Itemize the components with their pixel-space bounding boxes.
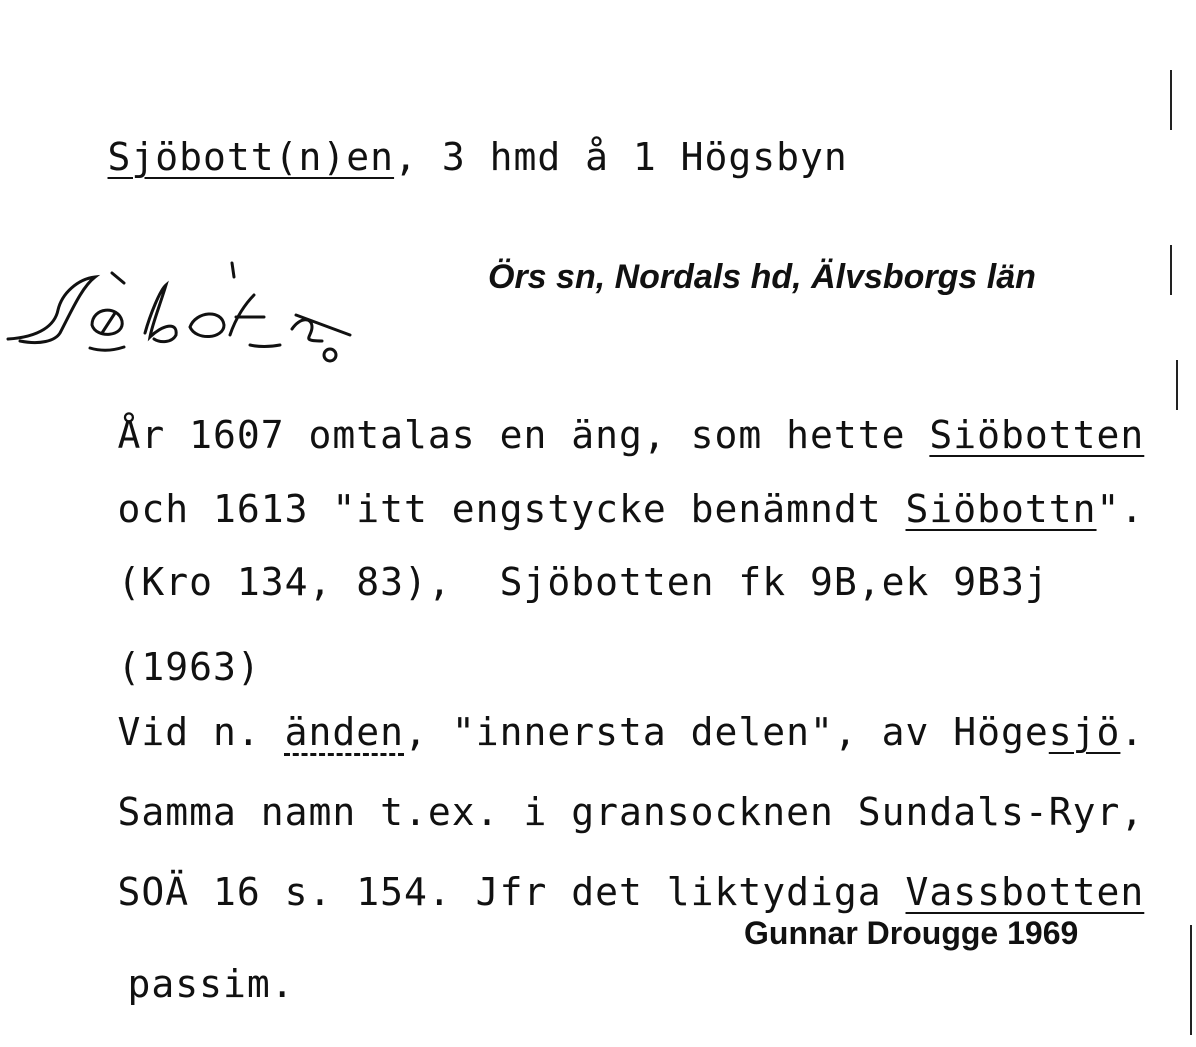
card-heading: [12, 100, 848, 214]
underlined-form: Vassbotten: [905, 870, 1145, 914]
place-name: Sjöbott(n)en: [107, 135, 395, 179]
text-line-6: Samma namn t.ex. i gransocknen Sundals-Ryr,: [117, 790, 1145, 834]
location-line: Örs sn, Nordals hd, Älvsborgs län: [488, 258, 1036, 296]
card-edge-line: [1190, 925, 1192, 1035]
signature: Gunnar Drougge 1969: [744, 915, 1079, 951]
text-line-1: År 1607 omtalas en äng, som hette Siöbotten: [117, 413, 1145, 457]
underlined-form: Siöbottn: [905, 487, 1097, 531]
underlined-form: sjö: [1048, 710, 1121, 754]
card-edge-line: [1170, 70, 1172, 130]
card-edge-line: [1176, 360, 1178, 410]
text-line-7: SOÄ 16 s. 154. Jfr det liktydiga Vassbotten: [117, 870, 1145, 914]
text-line-3: (Kro 134, 83), Sjöbotten fk 9B,ek 9B3j: [117, 560, 1049, 604]
text-line-2: och 1613 "itt engstycke benämndt Siöbottn".: [117, 487, 1145, 531]
underlined-form: Siöbotten: [929, 413, 1145, 457]
handwritten-name: [0, 255, 380, 365]
card-edge-line: [1170, 245, 1172, 295]
text-line-4: (1963): [117, 645, 261, 689]
text-line-8: passim.: [127, 962, 295, 1006]
underlined-form: änden: [284, 710, 405, 754]
text-line-5: Vid n. änden, "innersta delen", av Högesjö.: [117, 710, 1145, 754]
heading-details: , 3 hmd å 1 Högsbyn: [394, 135, 848, 179]
